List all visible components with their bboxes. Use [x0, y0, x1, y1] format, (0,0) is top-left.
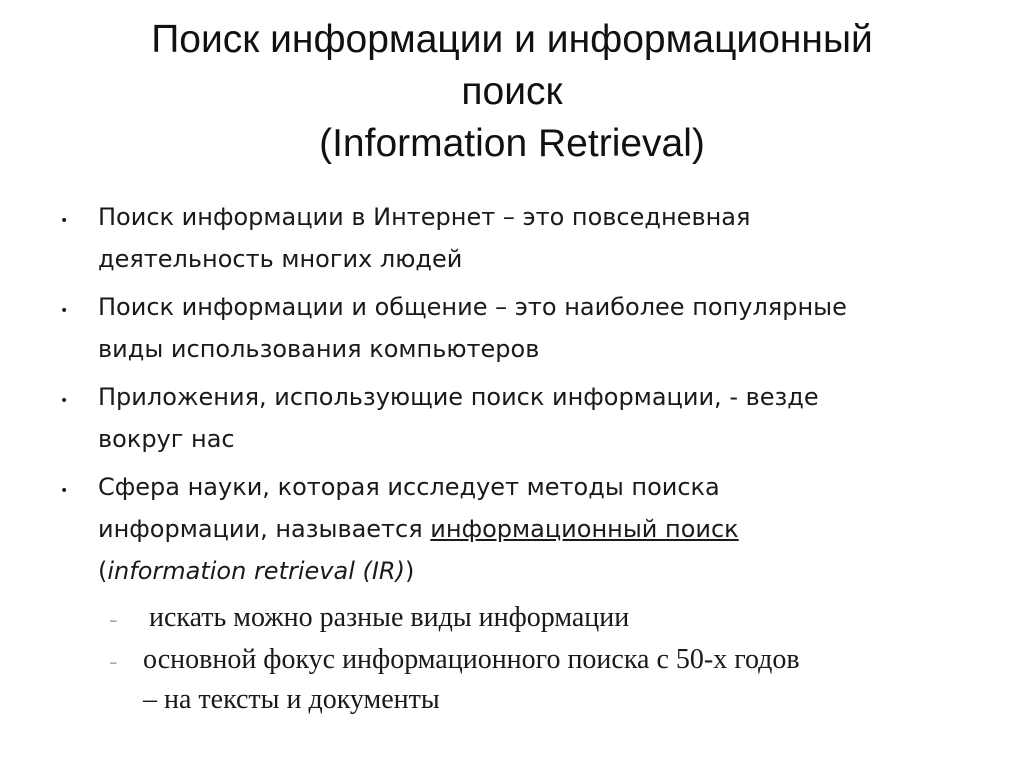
- title-line-2: поиск: [461, 70, 563, 113]
- bullet-item-1: [0, 196, 1024, 280]
- bullet-text-line: Поиск информации в Интернет – это повседневная: [98, 203, 751, 231]
- bullet-text-line: [98, 550, 984, 592]
- sub-text-line: – на тексты и документы: [143, 684, 440, 715]
- bullet-item-4: [0, 466, 1024, 592]
- bullet-text-line: виды использования компьютеров: [98, 335, 540, 363]
- sub-item-1: [0, 598, 1024, 638]
- bullet-marker: •: [60, 303, 69, 319]
- title-line-3: (Information Retrieval): [319, 122, 705, 165]
- bullet-marker: •: [60, 483, 69, 499]
- bullet-text-line: [98, 508, 984, 550]
- bullet-text-prefix: информации, называется: [98, 515, 431, 543]
- dash-marker: –: [110, 655, 117, 669]
- bullet-list: [0, 196, 1024, 722]
- sub-item-2: [0, 640, 1024, 720]
- underlined-term: информационный поиск: [430, 515, 739, 543]
- bullet-marker: •: [60, 213, 69, 229]
- slide-title: [40, 14, 984, 170]
- bullet-item-3: [0, 376, 1024, 460]
- close-paren: ): [404, 557, 415, 585]
- bullet-text-line: деятельность многих людей: [98, 245, 463, 273]
- dash-marker: –: [110, 613, 117, 627]
- italic-term: information retrieval (IR): [107, 557, 405, 585]
- bullet-text-line: Приложения, использующие поиск информации, - везде: [98, 383, 819, 411]
- bullet-text-line: Сфера науки, которая исследует методы поиска: [98, 473, 720, 501]
- bullet-text-line: Поиск информации и общение – это наиболее популярные: [98, 293, 847, 321]
- title-line-1: Поиск информации и информационный: [151, 18, 873, 61]
- bullet-marker: •: [60, 393, 69, 409]
- bullet-item-2: [0, 286, 1024, 370]
- bullet-text-line: вокруг нас: [98, 425, 235, 453]
- open-paren: (: [98, 557, 108, 585]
- sub-text-line: основной фокус информационного поиска с 50-х годов: [143, 644, 800, 675]
- sub-text-line: искать можно разные виды информации: [149, 602, 630, 633]
